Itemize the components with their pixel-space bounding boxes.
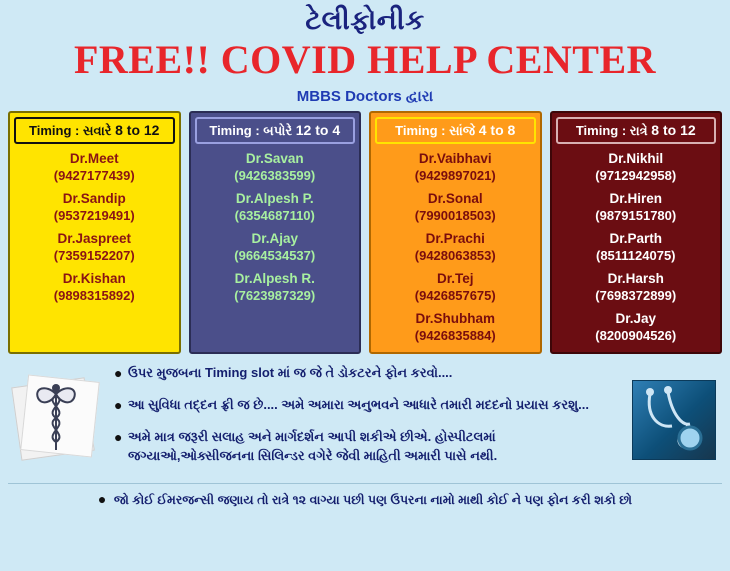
timing-card-evening (369, 111, 542, 355)
doctor-phone[interactable]: (9427177439) (53, 167, 135, 183)
doctor-name: Dr.Tej (436, 271, 474, 287)
doctor-phone[interactable]: (7623987329) (234, 287, 316, 303)
doctor-name: Dr.Jay (615, 311, 657, 327)
doctor-entry (14, 271, 175, 304)
doctor-name: Dr.Kishan (62, 271, 126, 287)
timing-label: Timing : રાત્રે (575, 122, 648, 138)
doctor-phone[interactable]: (8200904526) (595, 328, 677, 344)
doctor-phone[interactable]: (9426835884) (414, 328, 496, 344)
timing-card-morning (8, 111, 181, 355)
doctor-entry (556, 191, 717, 224)
doctor-name: Dr.Harsh (607, 271, 664, 287)
timing-card-afternoon (189, 111, 362, 355)
notes-list (110, 360, 620, 478)
doctor-entry (195, 151, 356, 184)
doctor-phone[interactable]: (9664534537) (234, 247, 316, 263)
doctor-entry (14, 151, 175, 184)
doctor-name: Dr.Savan (245, 150, 304, 166)
caduceus-icon (8, 360, 104, 462)
doctor-entry (375, 311, 536, 344)
note-text: આ સુવિધા તદ્દન ફ્રી જ છે.... અમે અમારા અનુભવને આધારે તમારી મદદનો પ્રયાસ કરશુ... (128, 397, 590, 413)
doctor-entry (375, 191, 536, 224)
doctor-name: Dr.Parth (609, 230, 663, 246)
stethoscope-icon (626, 360, 722, 462)
footer-note-text: જો કોઈ ઈમરજન્સી જણાય તો રાત્રે ૧૨ વાગ્યા પછી પણ ઉપરના નામો માથી કોઈ ને પણ ફોન કરી શકો છો (113, 492, 633, 507)
timing-label: Timing : સાંજે (395, 122, 476, 138)
timing-header (195, 117, 356, 144)
timing-label: Timing : સવારે (29, 122, 112, 138)
header-top-line: ટેલીફોનીક (305, 5, 425, 35)
bullet-icon: ● (114, 429, 123, 445)
doctor-name: Dr.Shubham (415, 311, 495, 327)
header-subtitle: MBBS Doctors દ્વારા (296, 87, 434, 105)
doctor-entry (14, 231, 175, 264)
doctor-entry (195, 231, 356, 264)
doctor-entry (556, 231, 717, 264)
timing-hours: 8 to 12 (651, 121, 696, 138)
doctor-entry (375, 271, 536, 304)
doctor-name: Dr.Ajay (251, 230, 299, 246)
doctor-phone[interactable]: (6354687110) (234, 207, 315, 223)
doctor-entry (556, 271, 717, 304)
doctor-phone[interactable]: (7359152207) (53, 247, 135, 263)
doctor-entry (556, 311, 717, 344)
timing-hours: 4 to 8 (478, 121, 516, 138)
note-text: અમે માત્ર જરૂરી સલાહ અને માર્ગદર્શન આપી શકીએ છીએ. હોસ્પીટલમાં જગ્યાઓ,ઓક્સીજનના સિલિન્ડર વગેરે જેવી માહિતી અમારી પાસે નથી. (128, 429, 498, 463)
timing-label: Timing : બપોરે (209, 122, 293, 138)
bullet-icon: ● (114, 365, 123, 382)
doctor-name: Dr.Sandip (62, 190, 126, 206)
doctor-phone[interactable]: (9898315892) (53, 287, 135, 303)
doctor-phone[interactable]: (9537219491) (53, 207, 135, 223)
note-text: ઉપર મુજબના Timing slot માં જ જે તે ડોકટરને ફોન કરવો.... (128, 365, 453, 381)
doctor-name: Dr.Vaibhavi (418, 150, 492, 166)
doctor-name: Dr.Nikhil (608, 150, 664, 166)
bullet-icon: ● (97, 490, 107, 507)
footer-note (8, 483, 722, 508)
note-item (114, 428, 618, 466)
doctor-name: Dr.Hiren (609, 190, 663, 206)
note-item (114, 364, 618, 383)
doctor-entry (195, 191, 356, 224)
doctor-name: Dr.Alpesh P. (235, 190, 314, 206)
bullet-icon: ● (114, 397, 123, 414)
poster-header (0, 0, 730, 105)
doctor-name: Dr.Meet (69, 150, 119, 166)
doctor-phone[interactable]: (9712942958) (595, 167, 677, 183)
timing-header (14, 117, 175, 144)
timing-cards-row (0, 105, 730, 355)
doctor-phone[interactable]: (9429897021) (414, 167, 496, 183)
doctor-entry (375, 231, 536, 264)
doctor-phone[interactable]: (7698372899) (595, 287, 677, 303)
doctor-phone[interactable]: (9428063853) (414, 247, 496, 263)
doctor-entry (195, 271, 356, 304)
doctor-entry (375, 151, 536, 184)
lower-section (0, 354, 730, 478)
doctor-phone[interactable]: (9879151780) (595, 207, 677, 223)
page-title: FREE!! COVID HELP CENTER (73, 36, 657, 82)
doctor-phone[interactable]: (7990018503) (414, 207, 496, 223)
timing-header (375, 117, 536, 144)
timing-card-night (550, 111, 723, 355)
doctor-phone[interactable]: (9426383599) (234, 167, 316, 183)
doctor-entry (556, 151, 717, 184)
doctor-name: Dr.Prachi (425, 230, 485, 246)
doctor-phone[interactable]: (8511124075) (595, 247, 676, 263)
note-item (114, 396, 618, 415)
doctor-phone[interactable]: (9426857675) (414, 287, 496, 303)
doctor-name: Dr.Alpesh R. (234, 271, 315, 287)
timing-hours: 8 to 12 (115, 121, 160, 138)
doctor-name: Dr.Sonal (427, 190, 483, 206)
doctor-name: Dr.Jaspreet (57, 230, 132, 246)
doctor-entry (14, 191, 175, 224)
timing-hours: 12 to 4 (295, 121, 341, 138)
timing-header (556, 117, 717, 144)
